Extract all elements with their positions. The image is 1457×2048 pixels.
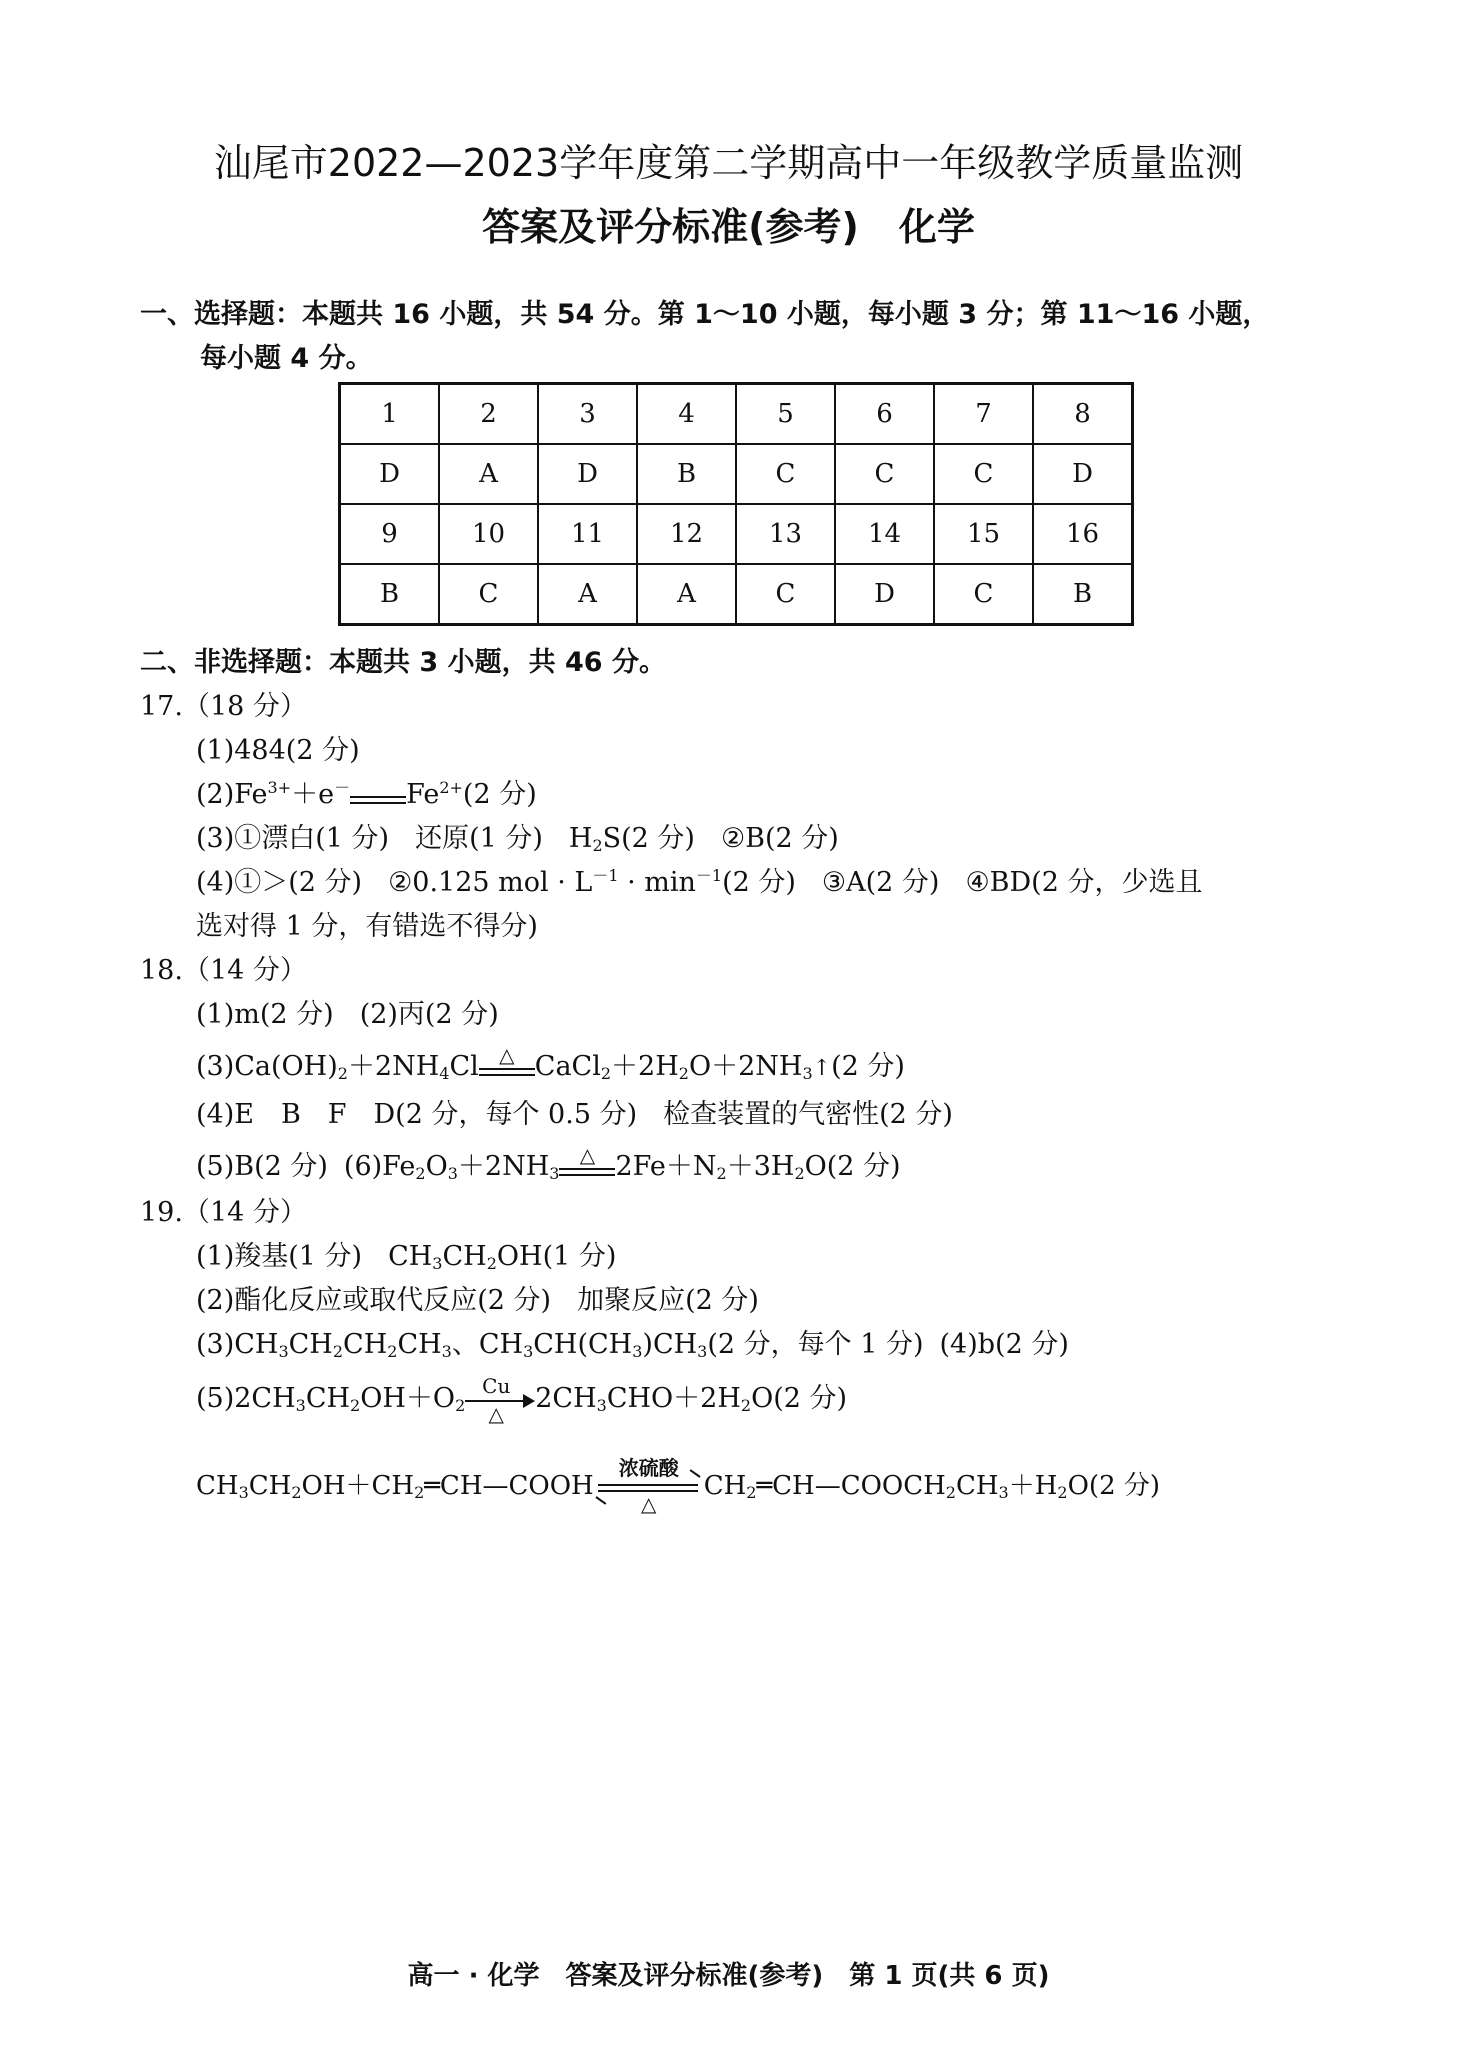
table-row	[340, 564, 1133, 625]
q18-part1-2: (1)m(2 分) (2)丙(2 分)	[196, 999, 499, 1030]
q19-part1: (1)羧基(1 分) $CH_3CH_2OH(1$ 分)	[196, 1241, 617, 1273]
table-cell: C	[934, 444, 1033, 504]
section1-heading-cont: 每小题 4 分。	[200, 343, 373, 374]
table-cell: 16	[1033, 504, 1133, 564]
document-title: 汕尾市2022—2023学年度第二学期高中一年级教学质量监测	[213, 141, 1244, 185]
equals-sign-icon	[350, 781, 406, 811]
table-cell: 3	[538, 384, 637, 445]
table-cell: B	[1033, 564, 1133, 625]
q19-part5-eq2: $CH_3CH_2OH+CH_2═CH—COOH$ 浓硫酸 △ $CH_2═CH—COOCH_2CH_3+H_2O(2$ 分)	[196, 1456, 1161, 1516]
table-cell: C	[736, 444, 835, 504]
table-cell: 13	[736, 504, 835, 564]
table-cell: 7	[934, 384, 1033, 445]
reaction-arrow-icon: Cu △	[465, 1380, 535, 1420]
q19-part5-eq1: $(5)2CH_3CH_2OH+O_2$ Cu △ $2CH_3CHO+2H_2O(2$ 分)	[196, 1373, 848, 1426]
table-cell: 2	[439, 384, 538, 445]
table-cell: D	[538, 444, 637, 504]
answer-table	[338, 382, 1134, 626]
subtitle-answer-key: 答案及评分标准(参考)	[482, 205, 859, 249]
q18-part3: $(3)Ca(OH)_2+2NH_4Cl$ △ $CaCl_2+2H_2O+2NH_3↑(2$ 分)	[196, 1042, 905, 1083]
table-cell: C	[736, 564, 835, 625]
table-cell: 6	[835, 384, 934, 445]
q19-part2: (2)酯化反应或取代反应(2 分) 加聚反应(2 分)	[196, 1285, 759, 1316]
table-row	[340, 504, 1133, 564]
section2-heading: 二、非选择题：本题共 3 小题，共 46 分。	[140, 647, 666, 678]
table-cell: 1	[340, 384, 440, 445]
table-cell: A	[439, 444, 538, 504]
q18-heading: 18.（14 分）	[140, 955, 307, 986]
q19-heading: 19.（14 分）	[140, 1197, 307, 1228]
table-row	[340, 444, 1133, 504]
q17-part4: (4)①＞(2 分) ②0.125 mol · $L^{-1} \cdot \min^{-1}(2$ 分) ③A(2 分) ④BD(2 分，少选且	[196, 866, 1203, 898]
table-cell: D	[835, 564, 934, 625]
table-cell: 4	[637, 384, 736, 445]
heat-equals-icon: △	[559, 1153, 615, 1183]
table-cell: D	[1033, 444, 1133, 504]
table-cell: 15	[934, 504, 1033, 564]
gas-up-arrow-icon: ↑	[812, 1056, 832, 1081]
q18-part5-6: (5)B(2 分) $(6)Fe_2O_3+2NH_3$ △ $2Fe+N_2+3H_2O(2$ 分)	[196, 1142, 901, 1183]
table-cell: C	[835, 444, 934, 504]
table-cell: B	[637, 444, 736, 504]
subtitle-subject: 化学	[898, 205, 975, 249]
table-cell: 14	[835, 504, 934, 564]
page-footer: 高一 · 化学 答案及评分标准(参考) 第 1 页(共 6 页)	[407, 1961, 1050, 1991]
table-cell: C	[934, 564, 1033, 625]
heat-equals-icon: △	[479, 1053, 535, 1083]
q17-part3: (3)①漂白(1 分) 还原(1 分) $H_2S(2$ 分) ②B(2 分)	[196, 823, 839, 855]
q17-heading: 17.（18 分）	[140, 691, 307, 722]
reversible-arrow-icon: 浓硫酸 △	[594, 1462, 704, 1512]
q19-part3-4: $(3)CH_3CH_2CH_2CH_3$、$CH_3CH(CH_3)CH_3(2$ 分，每个 1 分) (4)b(2 分)	[196, 1329, 1069, 1361]
table-cell: B	[340, 564, 440, 625]
table-cell: 8	[1033, 384, 1133, 445]
q17-part4-cont: 选对得 1 分，有错选不得分)	[196, 911, 538, 942]
q17-part1: (1)484(2 分)	[196, 735, 360, 766]
table-cell: A	[637, 564, 736, 625]
table-cell: A	[538, 564, 637, 625]
table-cell: 12	[637, 504, 736, 564]
table-cell: 5	[736, 384, 835, 445]
q18-part4: (4)E B F D(2 分，每个 0.5 分) 检查装置的气密性(2 分)	[196, 1099, 953, 1130]
table-cell: 11	[538, 504, 637, 564]
table-cell: 10	[439, 504, 538, 564]
table-cell: C	[439, 564, 538, 625]
table-cell: 9	[340, 504, 440, 564]
q17-part2: $(2)Fe^{3+}+e^-$ $Fe^{2+}(2$ 分)	[196, 778, 537, 810]
document-subtitle	[0, 196, 1457, 251]
table-cell: D	[340, 444, 440, 504]
table-row	[340, 384, 1133, 445]
section1-heading: 一、选择题：本题共 16 小题，共 54 分。第 1～10 小题，每小题 3 分；第 11～16 小题，	[140, 299, 1270, 330]
